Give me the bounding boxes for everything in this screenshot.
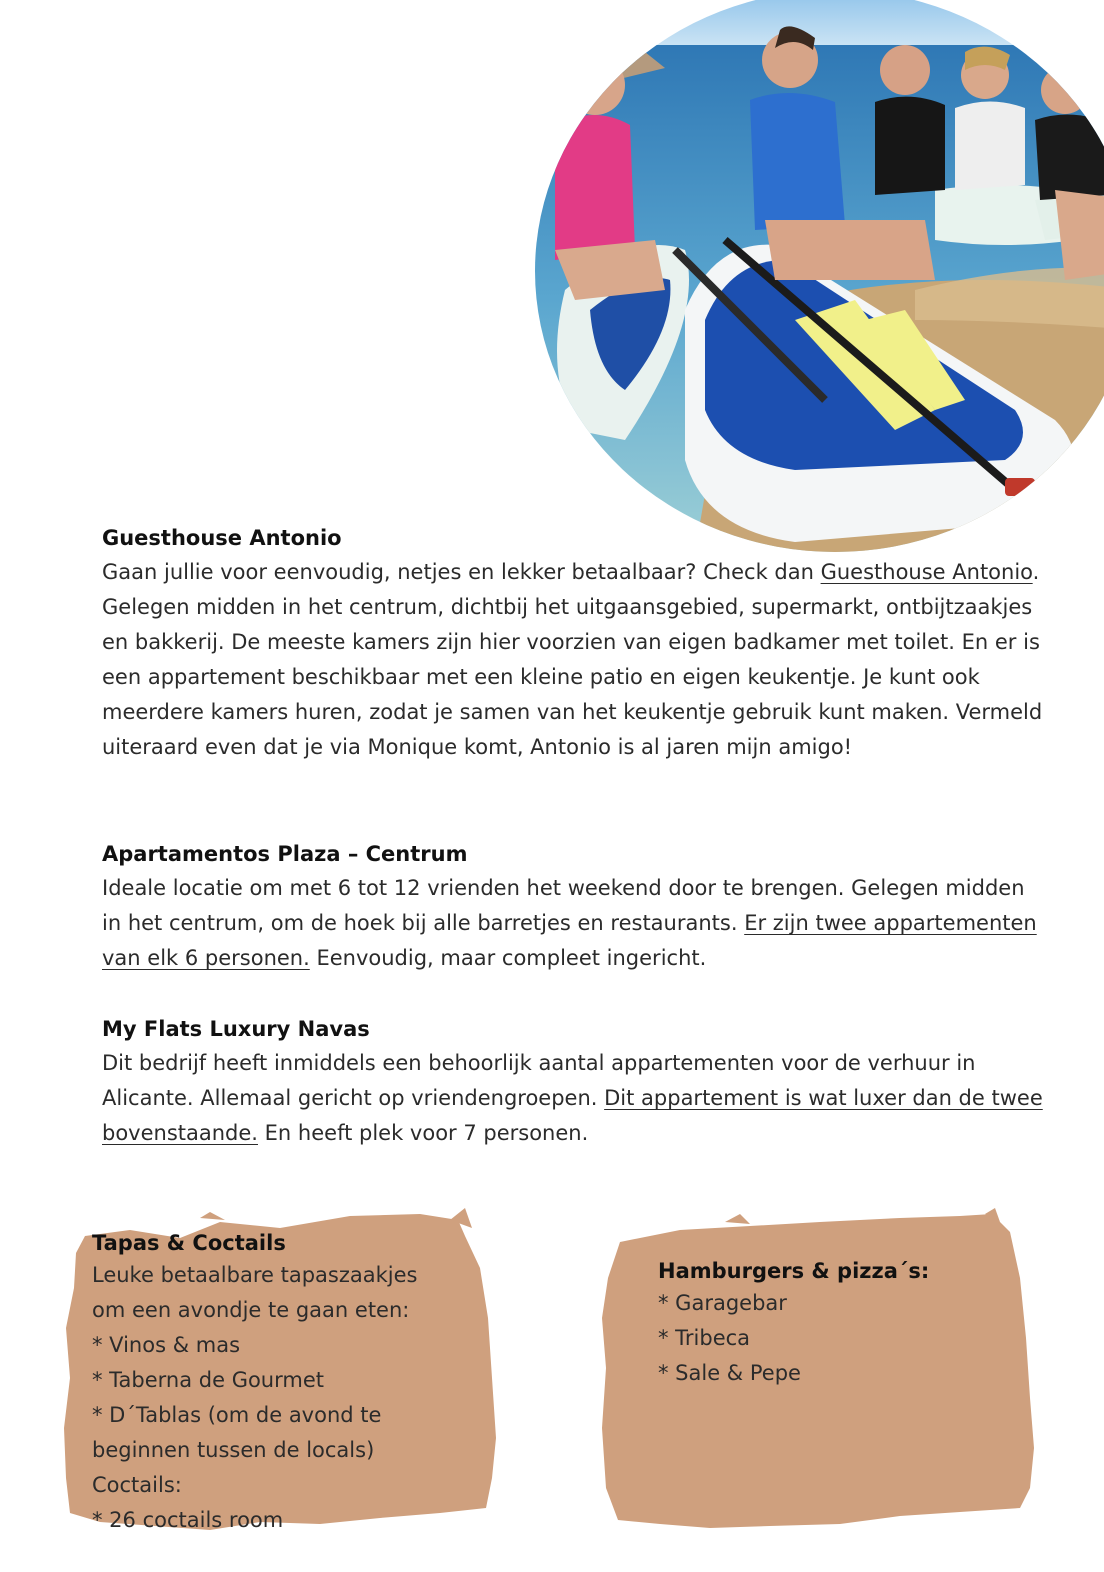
plaza-text-intro: Ideale locatie om met 6 tot 12 vrienden het weekend door te brengen. Gelegen midden in het centrum, om de hoek bij alle barretjes en restaurants. — [102, 876, 1025, 935]
navas-section — [102, 1014, 1047, 1151]
guesthouse-antonio-link[interactable]: Guesthouse Antonio — [820, 560, 1033, 584]
guesthouse-text — [102, 555, 1047, 765]
tapas-list-item: * Vinos & mas — [92, 1333, 241, 1357]
burgers-list-item: * Sale & Pepe — [658, 1361, 801, 1385]
beach-paddleboard-photo-icon — [535, 0, 1104, 552]
tapas-line: beginnen tussen de locals) — [92, 1438, 375, 1462]
coctails-list-item: * 26 coctails room — [92, 1508, 284, 1532]
tapas-line: om een avondje te gaan eten: — [92, 1298, 410, 1322]
plaza-text — [102, 871, 1047, 976]
guesthouse-text-body: . Gelegen midden in het centrum, dichtbij het uitgaansgebied, supermarkt, ontbijtzaakjes en bakkerij. De meeste kamers zijn hier voorzien van eigen badkamer met toilet. En er is een appartement beschikbaar met een kleine patio en eigen keukentje. Je kunt ook meerdere kamers huren, zodat je samen van het keukentje gebruik kunt maken. Vermeld uiteraard even dat je via Monique komt, Antonio is al jaren mijn amigo! — [102, 560, 1043, 759]
navas-text-end: En heeft plek voor 7 personen. — [257, 1121, 589, 1145]
coctails-label: Coctails: — [92, 1473, 182, 1497]
burgers-card — [600, 1208, 1040, 1538]
beach-paddleboard-photo — [535, 0, 1104, 552]
guesthouse-section — [102, 523, 1047, 765]
navas-luxury-link[interactable]: Dit appartement is wat luxer dan de twee bovenstaande. — [102, 1086, 1043, 1145]
plaza-apartments-link[interactable]: Er zijn twee appartementen van elk 6 personen. — [102, 911, 1037, 970]
tapas-list-item: * D´Tablas (om de avond te — [92, 1403, 382, 1427]
plaza-section — [102, 839, 1047, 976]
burgers-list-item: * Garagebar — [658, 1291, 787, 1315]
plaza-title: Apartamentos Plaza – Centrum — [102, 842, 468, 866]
guesthouse-title: Guesthouse Antonio — [102, 526, 342, 550]
navas-title: My Flats Luxury Navas — [102, 1017, 370, 1041]
tapas-card — [60, 1208, 500, 1538]
tapas-list-item: * Taberna de Gourmet — [92, 1368, 324, 1392]
navas-text — [102, 1046, 1047, 1151]
tapas-title: Tapas & Coctails — [92, 1231, 286, 1255]
guesthouse-text-intro: Gaan jullie voor eenvoudig, netjes en lekker betaalbaar? Check dan — [102, 560, 821, 584]
burgers-list-item: * Tribeca — [658, 1326, 751, 1350]
burgers-title: Hamburgers & pizza´s: — [658, 1259, 930, 1283]
plaza-text-end: Eenvoudig, maar compleet ingericht. — [309, 946, 707, 970]
tapas-line: Leuke betaalbare tapaszaakjes — [92, 1263, 418, 1287]
navas-text-intro: Dit bedrijf heeft inmiddels een behoorlijk aantal appartementen voor de verhuur in Alicante. Allemaal gericht op vriendengroepen. — [102, 1051, 976, 1110]
